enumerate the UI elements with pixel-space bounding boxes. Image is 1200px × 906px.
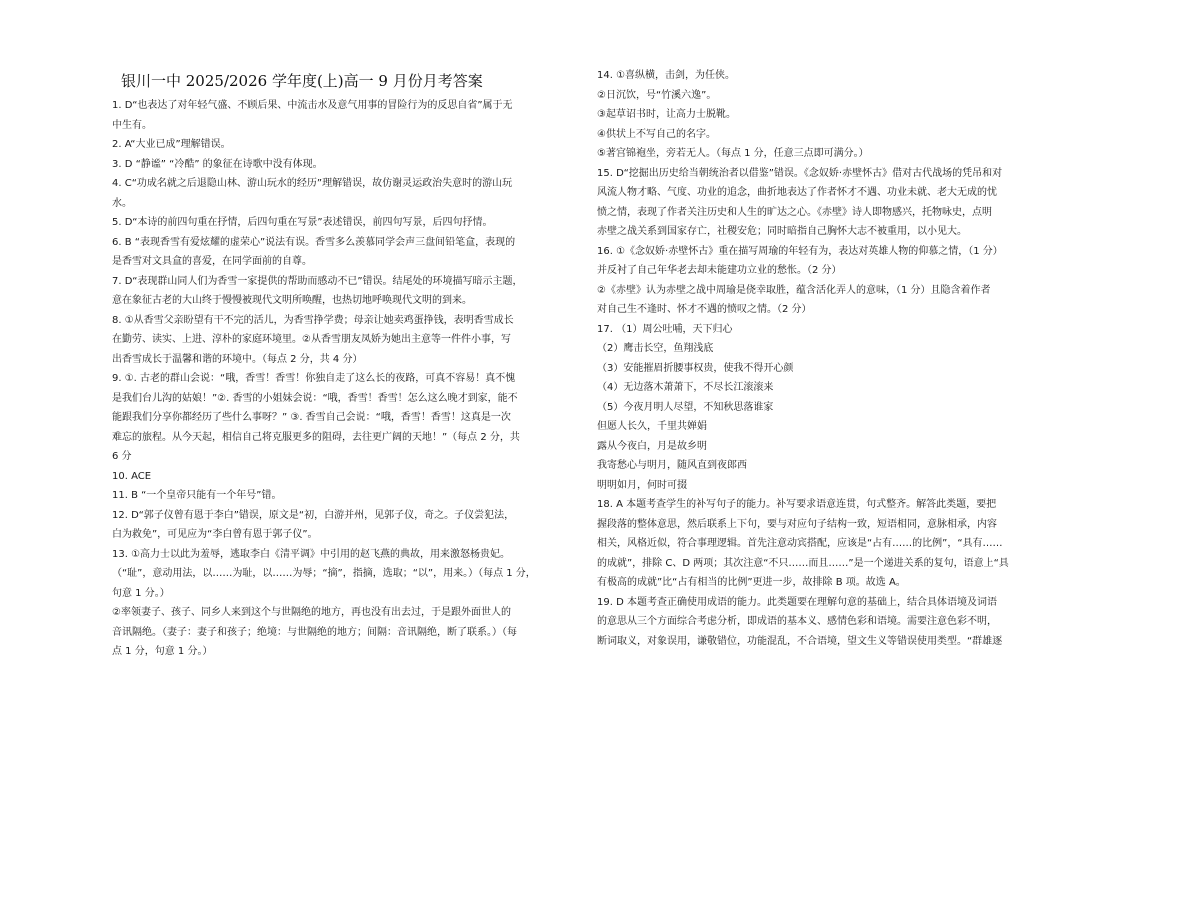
text-line: 18. A 本题考查学生的补写句子的能力。补写要求语意连贯，句式整齐。解答此类题，要把: [597, 499, 997, 510]
text-line: 意在象征古老的大山终于慢慢被现代文明所唤醒，也热切地呼唤现代文明的到来。: [112, 295, 472, 306]
text-line: （2）鹰击长空，鱼翔浅底: [597, 343, 714, 354]
text-line: 断词取义，对象误用，谦敬错位，功能混乱，不合语境，望文生义等错误使用类型。“群雄逐: [597, 635, 1003, 647]
text-line: 是我们台儿沟的姑娘！”②. 香雪的小姐妹会说：“哦，香雪！香雪！怎么这么晚才到家，能不: [112, 392, 518, 404]
text-line: 14. ①喜纵横，击剑，为任侠。: [597, 70, 736, 81]
text-line: 12. D“郭子仪曾有恩于李白”错误，原文是“初，白游并州，见郭子仪，奇之。子仪尝犯法，: [112, 509, 515, 521]
text-line: 句意 1 分。）: [112, 587, 170, 599]
text-line: 在勤劳、读实、上进、淳朴的家庭环境里。②从香雪朋友凤娇为她出主意等一件件小事，写: [112, 334, 511, 345]
text-line: ③起草诏书时，让高力士脱靴。: [597, 109, 736, 120]
text-line: ④供状上不写自己的名字。: [597, 128, 716, 140]
text-line: 握段落的整体意思，然后联系上下句，要与对应句子结构一致，短语相同，意脉相承，内容: [597, 518, 997, 530]
text-line: 愤之情，表现了作者关注历史和人生的旷达之心。《赤壁》诗人即物感兴，托物咏史，点明: [597, 206, 992, 218]
text-line: 明明如月，何时可掇: [597, 479, 687, 491]
text-line: 11. B “一个皇帝只能有一个年号”错。: [112, 490, 282, 501]
text-line: 是香雪对文具盒的喜爱，在同学面前的自尊。: [112, 256, 312, 267]
text-line: 13. ①高力士以此为羞辱，逃取李白《清平调》中引用的赵飞燕的典故，用来激怒杨贵妃。: [112, 548, 511, 560]
text-line: 能跟我们分享你都经历了些什么事呀？” ③. 香雪自己会说：“哦，香雪！香雪！这真是一次: [112, 412, 511, 423]
text-line: ②《赤壁》认为赤壁之战中周瑜是侥幸取胜，蕴含活化弄人的意味，（1 分）且隐含着作者: [597, 284, 991, 296]
text-line: 的意思从三个方面综合考虑分析，即成语的基本义、感情色彩和语境。需要注意色彩不明，: [597, 616, 997, 627]
text-line: 风流人物才略、气度、功业的追念，曲折地表达了作者怀才不遇、功业未就、老大无成的忧: [597, 187, 997, 198]
text-line: 露从今夜白，月是故乡明: [597, 440, 707, 452]
text-line: 白为救免”，可见应为“李白曾有恩于郭子仪”。: [112, 529, 318, 540]
text-line: 我寄愁心与明月，随风直到夜郎西: [597, 460, 747, 471]
document-title: 银川一中 2025/2026 学年度(上)高一 9 月份月考答案: [121, 72, 483, 90]
text-line: 1. D“也表达了对年轻气盛、不顾后果、中流击水及意气用事的冒险行为的反思自省”属于无: [112, 100, 513, 111]
text-line: 3. D “静谧” “冷酷” 的象征在诗歌中没有体现。: [112, 158, 323, 170]
text-line: 水。: [112, 197, 132, 209]
text-line: 8. ①从香雪父亲盼望有干不完的活儿，为香雪挣学费；母亲让她卖鸡蛋挣钱，表明香雪成长: [112, 314, 514, 326]
text-line: 4. C“功成名就之后退隐山林、游山玩水的经历”理解错误，故仿谢灵运政治失意时的游山玩: [112, 178, 513, 189]
text-line: 难忘的旅程。从今天起，相信自己将克服更多的阻碍，去往更广阔的天地！”（每点 2 分，共: [112, 431, 520, 443]
text-line: （“耻”，意动用法，以……为耻，以……为辱；“摘”，指摘，选取；“以”，用来。）（每点 1 分，: [112, 568, 536, 579]
text-line: ②率领妻子、孩子、同乡人来到这个与世隔绝的地方，再也没有出去过，于是跟外面世人的: [112, 607, 511, 618]
text-line: （5）今夜月明人尽望，不知秋思落谁家: [597, 401, 774, 413]
text-line: 6 分: [112, 451, 132, 462]
text-line: ⑤著宫锦袍坐，旁若无人。（每点 1 分，任意三点即可满分。）: [597, 148, 869, 159]
text-line: 但愿人长久，千里共婵娟: [597, 421, 707, 432]
text-line: 16. ①《念奴娇·赤壁怀古》重在描写周瑜的年轻有为，表达对英雄人物的仰慕之情，（1 分）: [597, 245, 1003, 257]
text-line: （4）无边落木萧萧下，不尽长江滚滚来: [597, 382, 774, 393]
text-line: 出香雪成长于温馨和谐的环境中。（每点 2 分，共 4 分）: [112, 353, 363, 365]
text-line: ②日沉饮，号“竹溪六逸”。: [597, 89, 717, 101]
text-line: 19. D 本题考查正确使用成语的能力。此类题要在理解句意的基础上，结合具体语境及词语: [597, 596, 997, 608]
text-line: 7. D“表现群山同人们为香雪一家提供的帮助而感动不已”错误。结尾处的环境描写暗示主题，: [112, 275, 523, 287]
text-line: 音讯隔绝。（妻子：妻子和孩子；绝境：与世隔绝的地方；间隔：音讯隔绝，断了联系。）（每: [112, 626, 517, 638]
text-line: 并反衬了自己年华老去却未能建功立业的愁怅。（2 分）: [597, 265, 842, 276]
text-line: 6. B “表现香雪有爱炫耀的虚荣心”说法有误。香雪多么羡慕同学会声三盘间铅笔盒，表现的: [112, 236, 516, 248]
text-line: 中生有。: [112, 119, 152, 131]
text-line: 9. ①. 古老的群山会说：“哦，香雪！香雪！你独自走了这么长的夜路，可真不容易！真不愧: [112, 373, 516, 384]
text-line: （3）安能摧眉折腰事权贵，使我不得开心颜: [597, 362, 794, 374]
text-line: 相关，风格近似，符合事理逻辑。首先注意动宾搭配，应该是“占有……的比例”，“具有……: [597, 538, 1003, 549]
text-line: 5. D“本诗的前四句重在抒情，后四句重在写景”表述错误，前四句写景，后四句抒情。: [112, 217, 493, 228]
text-line: 有极高的成就”比“占有相当的比例”更进一步，故排除 B 项。故选 A。: [597, 577, 906, 588]
text-line: 赤壁之战关系到国家存亡，社稷安危；同时暗指自己胸怀大志不被重用，以小见大。: [597, 226, 967, 237]
text-line: 点 1 分，句意 1 分。）: [112, 646, 213, 657]
text-line: 15. D“挖掘出历史给当朝统治者以借鉴”错误。《念奴娇·赤壁怀古》借对古代战场的凭吊和对: [597, 167, 1003, 179]
text-line: 10. ACE: [112, 470, 152, 482]
text-line: 17. （1）周公吐哺，天下归心: [597, 323, 733, 335]
text-line: 2. A“大业已成”理解错误。: [112, 139, 231, 150]
text-line: 对自己生不逢时、怀才不遇的愤叹之情。（2 分）: [597, 304, 812, 315]
text-line: 的成就”，排除 C、D 两项；其次注意“不只……而且……”是一个递进关系的复句，语意上“具: [597, 557, 1009, 569]
